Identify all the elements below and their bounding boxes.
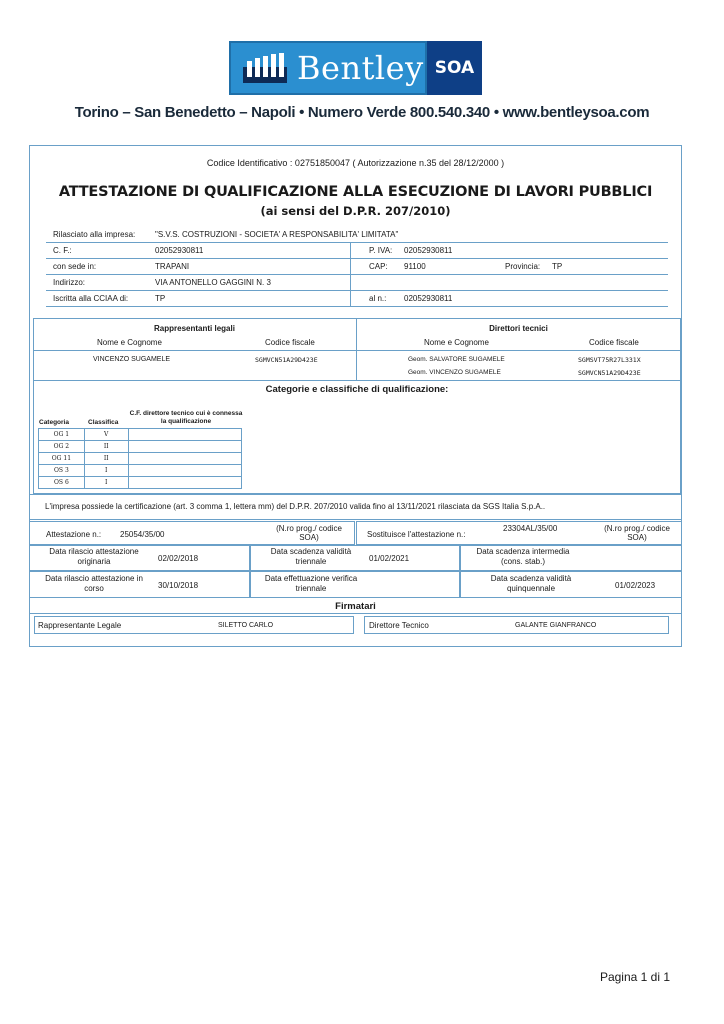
rl-value: SILETTO CARLO: [218, 622, 274, 629]
classifica-cell: II: [84, 441, 128, 453]
triennale-value: 01/02/2021: [369, 554, 410, 563]
rappresentanti-col-nome: Nome e Cognome: [97, 338, 162, 347]
logo-text: Bentley: [297, 49, 424, 87]
categoria-cell: OS 6: [39, 477, 85, 489]
dt-label: Direttore Tecnico: [369, 621, 429, 630]
building-icon: [243, 53, 287, 83]
provincia-value: TP: [552, 262, 563, 271]
page-number: Pagina 1 di 1: [599, 970, 670, 984]
verifica-label: Data effettuazione verifica triennale: [264, 574, 358, 593]
cciaa-value: TP: [155, 294, 166, 303]
indirizzo-label: Indirizzo:: [53, 278, 86, 287]
direttori-col-nome: Nome e Cognome: [424, 338, 489, 347]
piva-label: P. IVA:: [369, 246, 393, 255]
firmatari-title: Firmatari: [335, 601, 376, 612]
categoria-cell: OG 11: [39, 453, 85, 465]
quinq-label: Data scadenza validità quinquennale: [490, 574, 572, 593]
aln-label: al n.:: [369, 294, 387, 303]
cf-dir-cell: [128, 477, 241, 489]
quinq-value: 01/02/2023: [615, 581, 656, 590]
document-title: ATTESTAZIONE DI QUALIFICAZIONE ALLA ESECUZIONE DI LAVORI PUBBLICI: [58, 184, 653, 200]
direttori-col-cf: Codice fiscale: [589, 338, 639, 347]
indirizzo-value: VIA ANTONELLO GAGGINI N. 3: [155, 278, 271, 287]
classifica-cell: I: [84, 477, 128, 489]
cf-label: C. F.:: [53, 246, 72, 255]
intermedia-label: Data scadenza intermedia (cons. stab.): [476, 547, 570, 566]
logo-badge: SOA: [427, 41, 482, 95]
dt-value: GALANTE GIANFRANCO: [515, 622, 597, 629]
categorie-table: [38, 428, 242, 489]
classifica-cell: I: [84, 465, 128, 477]
sede-label: con sede in:: [53, 262, 97, 271]
certificazione-text: L'impresa possiede la certificazione (art. 3 comma 1, lettera mm) del D.P.R. 207/2010 valida fino al 13/11/2021 rilasciata da SGS Italia S.p.A..: [45, 502, 546, 511]
categorie-title: Categorie e classifiche di qualificazione:: [265, 384, 449, 395]
direttore-nome-2: Geom. VINCENZO SUGAMELE: [408, 369, 501, 376]
rappresentanti-title: Rappresentanti legali: [154, 324, 235, 333]
rappresentante-nome: VINCENZO SUGAMELE: [93, 356, 171, 363]
corso-label: Data rilascio attestazione in corso: [45, 574, 143, 593]
orig-label: Data rilascio attestazione originaria: [49, 547, 139, 566]
cf-dir-cell: [128, 429, 241, 441]
aln-value: 02052930811: [404, 294, 453, 303]
logo-main-block: [229, 41, 427, 95]
classifica-cell: V: [84, 429, 128, 441]
sostituisce-value: 23304AL/35/00: [503, 524, 558, 533]
table-row: [39, 477, 242, 489]
attestazione-num-value: 25054/35/00: [120, 530, 165, 539]
cf-value: 02052930811: [155, 246, 204, 255]
classifica-cell: II: [84, 453, 128, 465]
codice-identificativo: Codice Identificativo : 02751850047 ( Autorizzazione n.35 del 28/12/2000 ): [206, 158, 505, 168]
bentley-soa-logo: [229, 41, 482, 95]
cf-dir-cell: [128, 453, 241, 465]
categoria-cell: OG 2: [39, 441, 85, 453]
triennale-label: Data scadenza validità triennale: [270, 547, 352, 566]
cciaa-label: Iscritta alla CCIAA di:: [53, 294, 129, 303]
categoria-cell: OG 1: [39, 429, 85, 441]
nprog-label: (N.ro prog./ codice SOA): [276, 524, 342, 542]
cf-dir-cell: [128, 465, 241, 477]
piva-value: 02052930811: [404, 246, 453, 255]
table-row: [39, 429, 242, 441]
attestazione-num-label: Attestazione n.:: [46, 530, 102, 539]
header-tagline: Torino – San Benedetto – Napoli • Numero Verde 800.540.340 • www.bentleysoa.com: [74, 104, 650, 121]
direttore-cf-2: SGMVCN51A29D423E: [578, 369, 641, 377]
classifica-header: Classifica: [88, 419, 119, 426]
nprog2-label: (N.ro prog./ codice SOA): [604, 524, 670, 542]
rl-label: Rappresentante Legale: [38, 621, 122, 630]
table-row: [39, 441, 242, 453]
rappresentanti-col-cf: Codice fiscale: [265, 338, 315, 347]
sostituisce-label: Sostituisce l'attestazione n.:: [367, 530, 466, 539]
table-row: [39, 453, 242, 465]
rilasciato-label: Rilasciato alla impresa:: [53, 230, 136, 239]
cap-value: 91100: [404, 262, 426, 271]
table-row: [39, 465, 242, 477]
corso-value: 30/10/2018: [158, 581, 199, 590]
sede-value: TRAPANI: [155, 262, 190, 271]
rilasciato-value: "S.V.S. COSTRUZIONI - SOCIETA' A RESPONSABILITA' LIMITATA": [155, 230, 399, 239]
categoria-header: Categoria: [39, 419, 69, 426]
cap-label: CAP:: [369, 262, 388, 271]
cf-dir-cell: [128, 441, 241, 453]
direttore-cf-1: SGMSVT75R27L331X: [578, 356, 641, 364]
cf-direttore-header: C.F. direttore tecnico cui è connessa la qualificazione: [129, 410, 243, 425]
document-subtitle: (ai sensi del D.P.R. 207/2010): [260, 204, 451, 218]
rappresentante-cf: SGMVCN51A29D423E: [255, 356, 318, 364]
provincia-label: Provincia:: [505, 262, 541, 271]
orig-value: 02/02/2018: [158, 554, 199, 563]
categoria-cell: OS 3: [39, 465, 85, 477]
direttore-nome-1: Geom. SALVATORE SUGAMELE: [408, 356, 505, 363]
direttori-title: Direttori tecnici: [489, 324, 548, 333]
